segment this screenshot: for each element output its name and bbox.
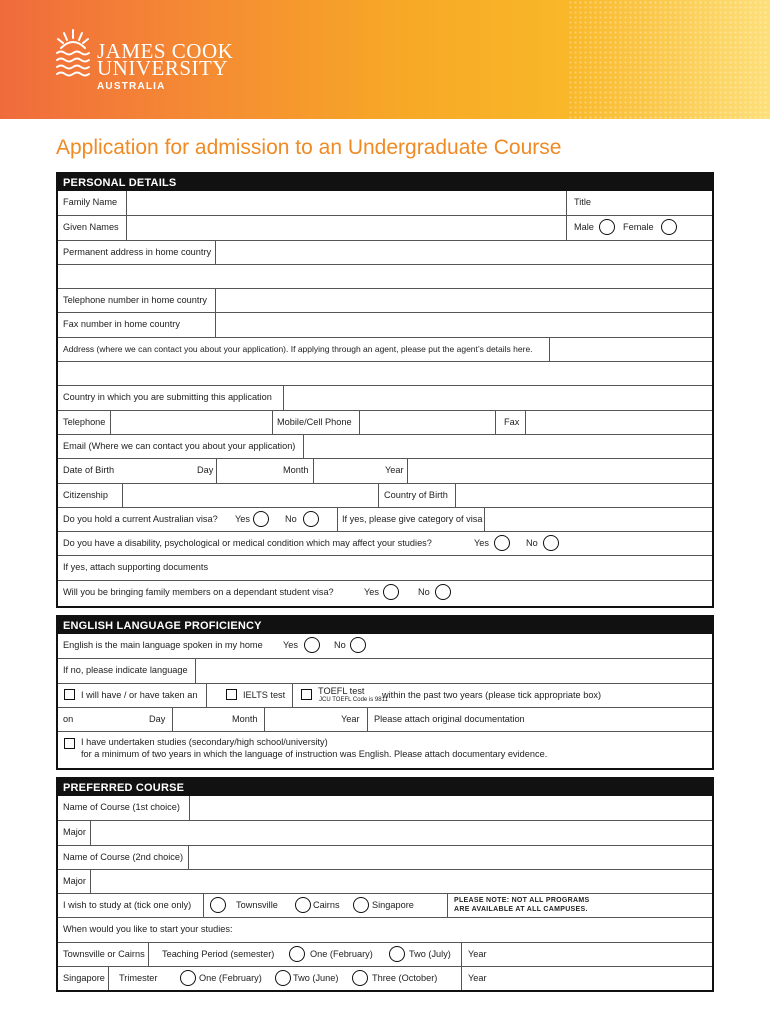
- sunrise-waves-icon: [55, 26, 91, 80]
- male-label: Male: [574, 222, 594, 233]
- family-name-field[interactable]: [127, 191, 562, 215]
- fax-field[interactable]: [526, 411, 712, 434]
- female-radio[interactable]: [661, 219, 677, 235]
- studies-line-2: for a minimum of two years in which the language of instruction was English. Please attach documentary evidence.: [81, 749, 548, 760]
- trimester-label: Trimester: [119, 973, 158, 984]
- campus-note-line-2: ARE AVAILABLE AT ALL CAMPUSES.: [454, 906, 588, 914]
- country-birth-field[interactable]: [456, 484, 712, 507]
- studies-line-1: I have undertaken studies (secondary/high school/university): [81, 737, 328, 748]
- sg-two-june-label: Two (June): [293, 973, 339, 984]
- visa-category-field[interactable]: [485, 508, 712, 531]
- telephone-field[interactable]: [111, 411, 271, 434]
- logo-line-1: JAMES COOK: [97, 39, 234, 63]
- page-title: Application for admission to an Undergraduate Course: [56, 136, 562, 159]
- personal-details-section: [56, 172, 714, 608]
- logo-line-2: UNIVERSITY: [97, 56, 228, 80]
- dob-day-label: Day: [197, 465, 214, 476]
- country-submit-label: Country in which you are submitting this application: [63, 392, 272, 403]
- family-no-label: No: [418, 586, 430, 597]
- title-label: Title: [574, 197, 592, 207]
- when-label: When would you like to start your studies:: [63, 924, 233, 935]
- address-label: Address (where we can contact you about your application). If applying through an agent, please put the agent’s details here.: [63, 343, 533, 354]
- country-submit-row: [58, 385, 712, 409]
- given-names-field[interactable]: [127, 216, 562, 239]
- course1-label: Name of Course (1st choice): [63, 802, 180, 812]
- cairns-label: Cairns: [313, 900, 340, 911]
- tel-home-field[interactable]: [216, 289, 712, 312]
- language-field[interactable]: [196, 659, 712, 682]
- dob-field[interactable]: [408, 459, 712, 482]
- logo-line-3: AUSTRALIA: [97, 81, 166, 92]
- sg-one-feb-radio[interactable]: [180, 970, 196, 986]
- fax-home-row: [58, 312, 712, 336]
- major1-field[interactable]: [91, 821, 712, 844]
- test-year-label: Year: [341, 713, 360, 724]
- family-visa-row: [58, 580, 712, 604]
- singapore-label: Singapore: [372, 900, 414, 911]
- course1-row: [58, 796, 712, 820]
- toefl-checkbox[interactable]: [301, 689, 312, 700]
- tel-home-label: Telephone number in home country: [63, 295, 208, 306]
- family-yes-label: Yes: [364, 586, 379, 597]
- toefl-code: JCU TOEFL Code is 9811: [319, 696, 388, 703]
- telephone-row: [58, 410, 712, 434]
- townsville-radio[interactable]: [210, 897, 226, 913]
- ielts-label: IELTS test: [243, 689, 286, 700]
- disability-yes-label: Yes: [474, 538, 489, 549]
- main-lang-no-label: No: [334, 640, 346, 650]
- university-logo: [55, 26, 295, 96]
- section-heading: PREFERRED COURSE: [58, 779, 712, 796]
- when-row: [58, 917, 712, 941]
- major2-field[interactable]: [91, 870, 712, 893]
- main-language-row: [58, 634, 712, 658]
- visa-no-radio[interactable]: [303, 511, 319, 527]
- sg-one-feb-label: One (February): [199, 973, 262, 984]
- will-have-label: I will have / or have taken an: [81, 689, 198, 700]
- family-visa-question: Will you be bringing family members on a dependant student visa?: [63, 586, 334, 597]
- within-label: within the past two years (please tick appropriate box): [382, 689, 602, 700]
- given-names-label: Given Names: [63, 222, 119, 233]
- section-heading: ENGLISH LANGUAGE PROFICIENCY: [58, 617, 712, 634]
- attach-docs-row: [58, 555, 712, 579]
- test-date-row: [58, 707, 712, 731]
- visa-row: [58, 507, 712, 531]
- indicate-language-row: [58, 658, 712, 682]
- test-day-label: Day: [149, 713, 166, 724]
- section-heading: PERSONAL DETAILS: [58, 174, 712, 191]
- female-label: Female: [623, 222, 654, 233]
- family-yes-radio[interactable]: [383, 584, 399, 600]
- email-field[interactable]: [304, 435, 712, 458]
- test-month-label: Month: [232, 713, 258, 724]
- studies-checkbox[interactable]: [64, 738, 75, 749]
- family-name-row: [58, 191, 712, 215]
- visa-question: Do you hold a current Australian visa?: [63, 513, 218, 524]
- singapore-radio[interactable]: [353, 897, 369, 913]
- main-lang-yes-radio[interactable]: [304, 637, 320, 653]
- singapore-row: [58, 966, 712, 990]
- sg-three-oct-label: Three (October): [372, 973, 438, 984]
- email-label: Email (Where we can contact you about your application): [63, 440, 296, 451]
- sg-three-oct-radio[interactable]: [352, 970, 368, 986]
- visa-category-label: If yes, please give category of visa: [342, 513, 483, 524]
- preferred-course-section: [56, 777, 714, 992]
- family-name-label: Family Name: [63, 197, 118, 207]
- dob-month-label: Month: [283, 465, 309, 476]
- will-have-checkbox[interactable]: [64, 689, 75, 700]
- on-label: on: [63, 713, 74, 724]
- citizenship-label: Citizenship: [63, 489, 108, 500]
- course2-field[interactable]: [189, 846, 712, 869]
- major1-label: Major: [63, 827, 86, 838]
- course2-row: [58, 845, 712, 869]
- dot-pattern: [568, 0, 770, 119]
- telephone-label: Telephone: [63, 416, 106, 427]
- tsv-year-label: Year: [468, 948, 487, 959]
- address-row-2[interactable]: [58, 361, 712, 385]
- country-birth-label: Country of Birth: [384, 489, 448, 500]
- citizenship-field[interactable]: [123, 484, 378, 507]
- campus-note-line-1: PLEASE NOTE: NOT ALL PROGRAMS: [454, 897, 590, 905]
- dob-year-label: Year: [385, 465, 404, 476]
- teaching-period-label: Teaching Period (semester): [162, 948, 275, 959]
- main-lang-no-radio[interactable]: [350, 637, 366, 653]
- tsv-one-feb-radio[interactable]: [289, 946, 305, 962]
- ielts-checkbox[interactable]: [226, 689, 237, 700]
- disability-no-radio[interactable]: [543, 535, 559, 551]
- campus-row: [58, 893, 712, 917]
- male-radio[interactable]: [599, 219, 615, 235]
- tel-home-row: [58, 288, 712, 312]
- perm-address-row: [58, 240, 712, 264]
- toefl-label: TOEFL test: [318, 685, 365, 696]
- singapore-row-label: Singapore: [63, 973, 105, 984]
- major2-row: [58, 869, 712, 893]
- course2-label: Name of Course (2nd choice): [63, 851, 184, 862]
- dob-row: [58, 458, 712, 482]
- disability-yes-radio[interactable]: [494, 535, 510, 551]
- main-lang-yes-label: Yes: [283, 640, 298, 650]
- course1-field[interactable]: [190, 796, 712, 820]
- tsv-one-feb-label: One (February): [310, 948, 373, 959]
- fax-home-field[interactable]: [216, 313, 712, 336]
- mobile-field[interactable]: [360, 411, 495, 434]
- visa-yes-radio[interactable]: [253, 511, 269, 527]
- citizenship-row: [58, 483, 712, 507]
- fax-label: Fax: [504, 416, 520, 427]
- perm-address-row-2[interactable]: [58, 264, 712, 288]
- family-no-radio[interactable]: [435, 584, 451, 600]
- sg-year-label: Year: [468, 973, 487, 984]
- perm-address-label: Permanent address in home country: [63, 246, 212, 257]
- tsv-two-july-radio[interactable]: [389, 946, 405, 962]
- tsv-cns-row: [58, 942, 712, 966]
- cairns-radio[interactable]: [295, 897, 311, 913]
- indicate-language-label: If no, please indicate language: [63, 665, 188, 676]
- address-row: [58, 337, 712, 361]
- disability-question: Do you have a disability, psychological or medical condition which may affect your studies?: [63, 538, 432, 549]
- perm-address-field[interactable]: [216, 241, 712, 264]
- main-language-label: English is the main language spoken in my home: [63, 640, 263, 650]
- major2-label: Major: [63, 875, 86, 886]
- mobile-label: Mobile/Cell Phone: [277, 416, 352, 427]
- sg-two-june-radio[interactable]: [275, 970, 291, 986]
- given-names-row: [58, 215, 712, 239]
- attach-docs-label: If yes, attach supporting documents: [63, 562, 209, 573]
- address-field[interactable]: [550, 338, 712, 361]
- tsv-two-july-label: Two (July): [409, 948, 451, 959]
- disability-no-label: No: [526, 538, 538, 549]
- disability-row: [58, 531, 712, 555]
- study-at-label: I wish to study at (tick one only): [63, 900, 192, 911]
- attach-original-label: Please attach original documentation: [374, 713, 525, 724]
- studies-row: [58, 731, 712, 767]
- country-submit-field[interactable]: [284, 386, 712, 409]
- english-section: [56, 615, 714, 770]
- major1-row: [58, 820, 712, 844]
- visa-yes-label: Yes: [235, 513, 250, 524]
- fax-home-label: Fax number in home country: [63, 319, 180, 330]
- test-row: [58, 683, 712, 707]
- header-banner: [0, 0, 770, 119]
- dob-label: Date of Birth: [63, 465, 115, 476]
- email-row: [58, 434, 712, 458]
- tsv-cns-label: Townsville or Cairns: [63, 948, 145, 959]
- townsville-label: Townsville: [236, 900, 278, 911]
- visa-no-label: No: [285, 513, 297, 524]
